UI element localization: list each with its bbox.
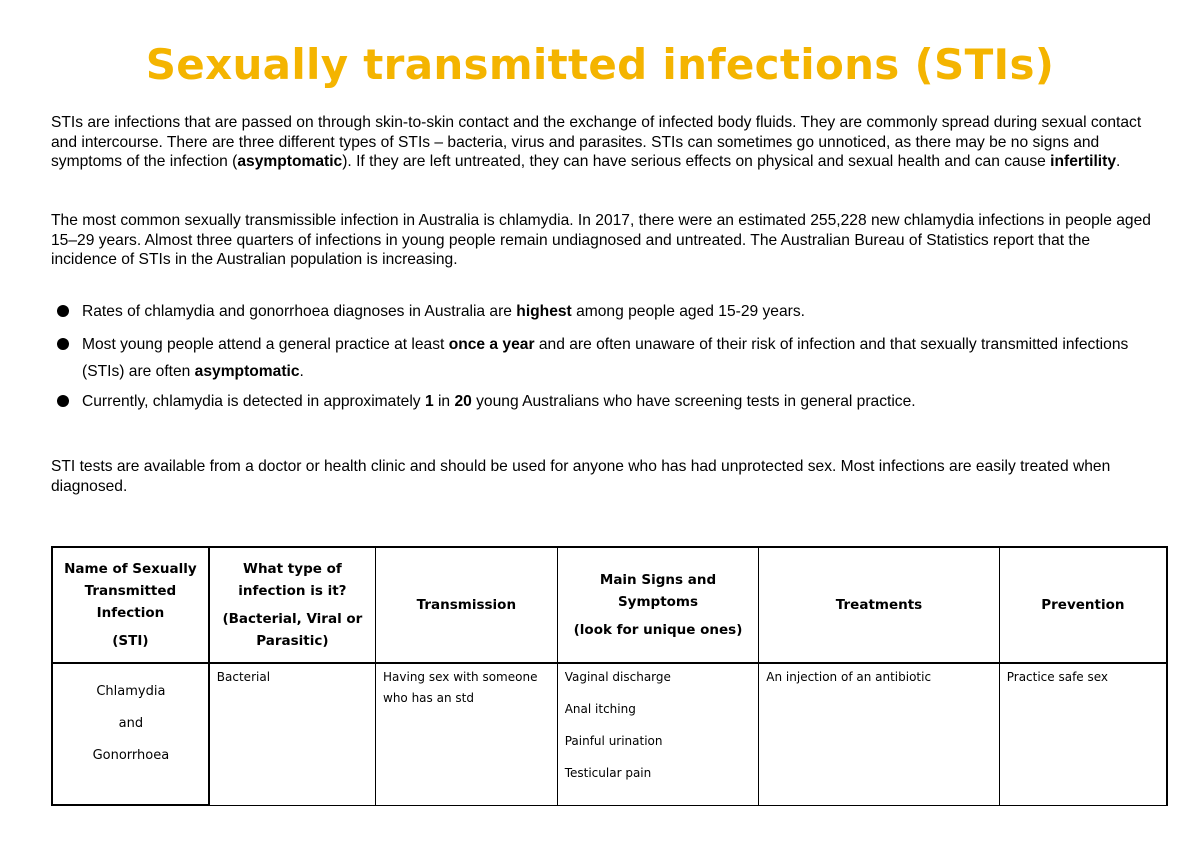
cell-text: Chlamydia — [96, 684, 166, 699]
intro-paragraph-2: The most common sexually transmissible infection in Australia is chlamydia. In 2017, there were an estimated 255,228 new chlamydia infections in people aged 15–29 years. Almost three quarters of infections in young people remain undiagnosed and untreated. The Australian Bureau of Statistics report that the incidence of STIs in the Australian population is increasing. — [51, 212, 1151, 268]
intro-text-c: ). If they are left untreated, they can have serious effects on physical and sexual health and can cause — [342, 153, 1051, 170]
sti-table — [51, 546, 1168, 806]
bullet-text: in — [433, 393, 455, 410]
header-signs — [557, 547, 759, 663]
cell-prevention: Practice safe sex — [999, 663, 1167, 805]
symptom-item: Vaginal discharge — [564, 670, 671, 684]
bullet-bold: 1 — [424, 393, 434, 410]
list-item — [55, 388, 1155, 415]
bullet-bold: once a year — [448, 336, 535, 353]
page-title: Sexually transmitted infections (STIs) — [145, 40, 1055, 89]
key-facts-list — [55, 298, 1155, 415]
header-transmission: Transmission — [376, 547, 558, 663]
bullet-text: Most young people attend a general practice at least — [82, 336, 449, 353]
header-text: (look for unique ones) — [573, 622, 743, 638]
bullet-text: among people aged 15-29 years. — [571, 303, 805, 320]
header-type — [209, 547, 376, 663]
cell-text: Gonorrhoea — [92, 748, 170, 763]
header-text: Name of Sexually Transmitted Infection — [64, 561, 197, 621]
cell-symptoms — [557, 663, 759, 805]
bold-infertility: infertility — [1050, 153, 1117, 170]
bullet-bold: 20 — [454, 393, 472, 410]
intro-text-a: STIs are infections that are passed on through skin-to-skin contact and the exchange of infected body fluids. They are commonly spread during sexual contact and intercourse. There are three different types of STIs – bacteria, virus and parasites. STIs can sometimes go unnoticed, as there may be no signs and symptoms of the infection ( — [51, 114, 1142, 170]
header-text: (Bacterial, Viral or Parasitic) — [222, 611, 363, 649]
closing-paragraph: STI tests are available from a doctor or health clinic and should be used for anyone who has had unprotected sex. Most infections are easily treated when diagnosed. — [51, 458, 1111, 495]
symptom-item: Testicular pain — [564, 766, 652, 780]
bullet-icon — [57, 305, 69, 317]
cell-treatment: An injection of an antibiotic — [759, 663, 999, 805]
list-item — [55, 331, 1155, 385]
header-prevention: Prevention — [999, 547, 1167, 663]
cell-transmission: Having sex with someone who has an std — [376, 663, 558, 805]
bullet-bold: asymptomatic — [194, 363, 300, 380]
cell-type: Bacterial — [209, 663, 376, 805]
bullet-icon — [57, 338, 69, 350]
intro-paragraph-1 — [51, 113, 1151, 172]
symptom-item: Painful urination — [564, 734, 663, 748]
bullet-text: . — [299, 363, 304, 380]
table-header-row — [52, 547, 1167, 663]
bullet-text: young Australians who have screening tests in general practice. — [471, 393, 916, 410]
header-text: What type of infection is it? — [238, 561, 347, 599]
cell-text: and — [118, 716, 144, 731]
header-treatments: Treatments — [759, 547, 999, 663]
table-row — [52, 663, 1167, 805]
bullet-icon — [57, 395, 69, 407]
bold-asymptomatic: asymptomatic — [237, 153, 343, 170]
bullet-text: Currently, chlamydia is detected in approximately — [82, 393, 425, 410]
bullet-bold: highest — [516, 303, 572, 320]
symptom-item: Anal itching — [564, 702, 636, 716]
bullet-text: and are often unaware of their risk of infection and that sexually transmitted infections (STIs) are often — [82, 336, 1129, 380]
header-text: (STI) — [112, 633, 149, 649]
header-sti-name — [52, 547, 209, 663]
intro-text-d: . — [1116, 153, 1121, 170]
cell-sti-name — [52, 663, 209, 805]
list-item — [55, 298, 1155, 325]
bullet-text: Rates of chlamydia and gonorrhoea diagnoses in Australia are — [82, 303, 517, 320]
header-text: Main Signs and Symptoms — [599, 572, 717, 610]
